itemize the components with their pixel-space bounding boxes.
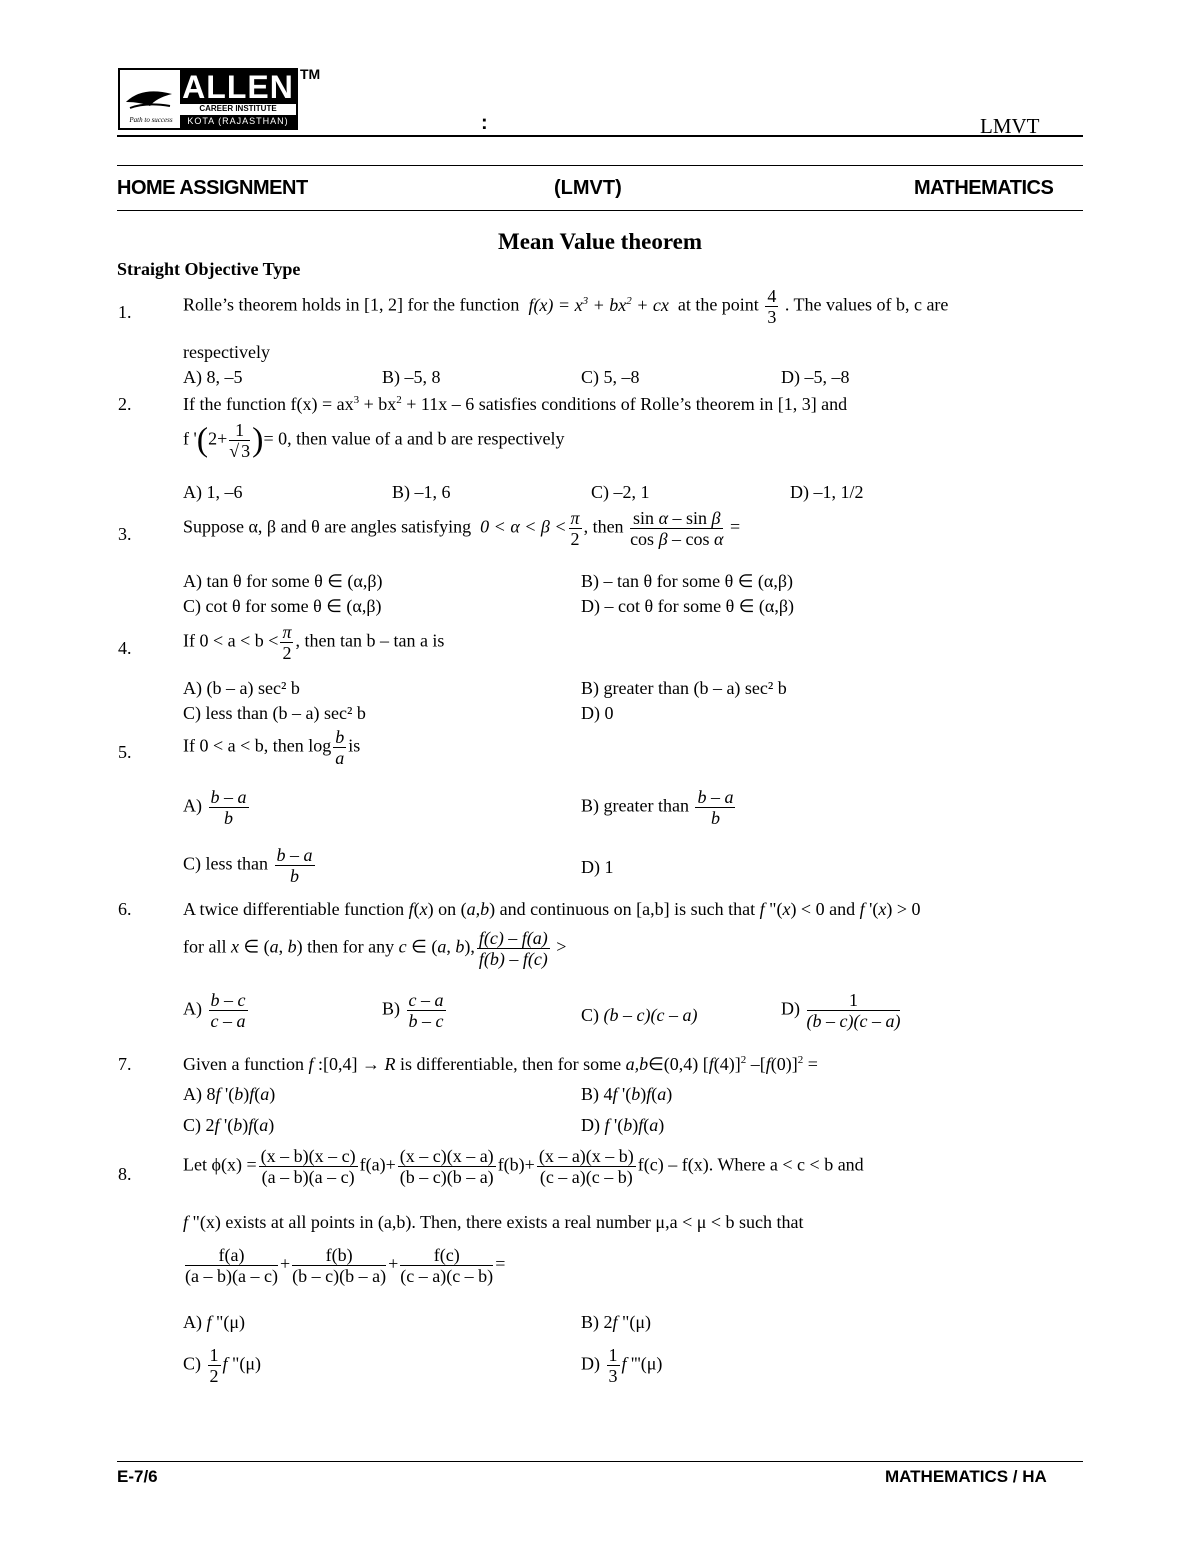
q7-label-d: D) [581, 1115, 600, 1135]
header-colon: : [481, 112, 488, 134]
q1-point-den: 3 [767, 307, 777, 327]
q1-line2: respectively [183, 342, 270, 362]
q5-option-d: D) 1 [581, 857, 614, 877]
q7-option-b: B) 4f '(b)f(a) [581, 1084, 673, 1104]
q6-line2: for all x ∈ (a, b) then for any c ∈ (a, b), $\frac{f(c) - f(a)}{f(b) - f(c)}$ > [183, 928, 567, 969]
q6-option-d: D) $\frac{1}{(b - c)(c - a)}$ [781, 990, 901, 1031]
q1-text-2: at the point [677, 294, 759, 315]
q6-text-e: for all [183, 936, 227, 957]
q1-option-d: D) –5, –8 [781, 367, 850, 387]
question-number: 1. [118, 302, 132, 322]
question-number: 7. [118, 1054, 132, 1074]
q7-option-a: A) 8f '(b)f(a) [183, 1084, 276, 1104]
q1-option-c: C) 5, –8 [581, 367, 640, 387]
q4-text-b: , then tan b – tan a is [295, 630, 445, 651]
logo-institute: CAREER INSTITUTE [199, 104, 277, 113]
question-6: A twice differentiable function f(x) on (a,b) and continuous on [a,b] is such that f "(x) < 0 and f '(x) > 0 [183, 899, 921, 919]
q6-text: A twice differentiable function [183, 899, 405, 919]
banner-right: MATHEMATICS [914, 177, 1054, 199]
q5-label-c: C) less than [183, 853, 268, 874]
header-rule [117, 135, 1083, 137]
question-number: 5. [118, 742, 132, 762]
footer-subject: MATHEMATICS / HA [885, 1467, 1047, 1486]
q6-label-c: C) [581, 1005, 599, 1025]
q1-point-fraction [765, 286, 778, 327]
q2-text-b: + bx [359, 394, 397, 414]
q8-text-d: exists at all points in [225, 1212, 374, 1232]
q4-option-d: D) 0 [581, 703, 614, 723]
question-7: Given a function f :[0,4] → R is differentiable, then for some a,b∈(0,4) $[f(4)]^2$ $-[f(0)]^2$ = [183, 1054, 818, 1074]
banner-bottom-rule [117, 210, 1083, 211]
q4-option-a: A) (b – a) sec² b [183, 678, 300, 698]
q8-label-c: C) [183, 1353, 201, 1374]
q3-text-b: , then [583, 516, 624, 537]
logo-tagline: Path to success [129, 116, 173, 124]
q2-line2: f '(2+ $\frac{1}{√ 3}$ )= 0, then value of a and b are respectively [183, 420, 565, 461]
q6-text-c: and continuous on [a,b] is such that [499, 899, 756, 919]
q3-option-b: B) – tan θ for some θ ∈ (α,β) [581, 571, 793, 591]
banner-left: HOME ASSIGNMENT [117, 177, 308, 199]
q7-text-b: is differentiable, then for some [399, 1054, 622, 1074]
question-number: 4. [118, 638, 132, 658]
question-number: 2. [118, 394, 132, 414]
logo-city: KOTA (RAJASTHAN) [180, 115, 296, 128]
q3-expression: $\frac{\text{sin α – sin β}}{\text{cos β – cos α}}$ [630, 508, 724, 549]
footer-page: E-7/6 [117, 1467, 158, 1486]
q3-option-c: C) cot θ for some θ ∈ (α,β) [183, 596, 382, 616]
q3-option-d: D) – cot θ for some θ ∈ (α,β) [581, 596, 794, 616]
q7-text: Given a function [183, 1054, 304, 1074]
q5-option-b: B) greater than $\frac{b - a}{b}$ [581, 787, 734, 828]
question-8: Let ϕ(x) = $\frac{(x - b)(x - c)}{(a - b)(a - c)}$ f(a)+ $\frac{(x - c)(x - a)}{(b - c)(b - a)}$ f(b)+ $\frac{(x - a)(x - b)}{(c - a)(c - b)}$ f(c) – f(x). Where a < c < b and [183, 1146, 864, 1187]
section-heading: Straight Objective Type [117, 259, 301, 279]
q5-label-b: B) greater than [581, 795, 689, 816]
q5-text-b: is [348, 735, 361, 756]
trademark-mark: TM [300, 66, 321, 82]
q8-option-a: A) f "(μ) [183, 1312, 246, 1332]
q8-option-b: B) 2f "(μ) [581, 1312, 652, 1332]
q6-text-b: on [438, 899, 457, 919]
q5-label-a: A) [183, 795, 202, 816]
q8-label-a: A) [183, 1312, 202, 1332]
q2-option-d: D) –1, 1/2 [790, 482, 864, 502]
q8-text-c: and [837, 1154, 864, 1175]
q7-label-c: C) [183, 1115, 201, 1135]
q8-line2: f "(x) exists at all points in (a,b). Then, there exists a real number μ,a < μ < b such that [183, 1212, 804, 1232]
footer-rule [117, 1461, 1083, 1462]
q4-option-c: C) less than (b – a) sec² b [183, 703, 366, 723]
q2-text: If the function f(x) = ax [183, 394, 354, 414]
allen-logo [118, 68, 298, 130]
q4-option-b: B) greater than (b – a) sec² b [581, 678, 787, 698]
q6-text-d: and [829, 899, 856, 919]
q5-text: If 0 < a < b, then log [183, 735, 332, 756]
q6-label-a: A) [183, 998, 202, 1019]
q2-option-a: A) 1, –6 [183, 482, 243, 502]
q8-label-b: B) [581, 1312, 599, 1332]
topic-code: LMVT [980, 114, 1040, 138]
q1-function: $f(x) = x^3 + bx^2$ + cx [523, 294, 674, 315]
q5-option-c: C) less than $\frac{b - a}{b}$ [183, 845, 313, 886]
q2-option-b: B) –1, 6 [392, 482, 451, 502]
q1-point-num: 4 [767, 286, 777, 306]
q1-text-3: . The values of b, c are [784, 294, 949, 315]
q1-option-b: B) –5, 8 [382, 367, 441, 387]
q8-option-c: C) $\frac{1}{2}$ f "(μ) [183, 1345, 262, 1386]
question-2: If the function $f(x) = ax^3 + bx^2 + 11x - 6$ satisfies conditions of Rolle’s theorem in [1, 3] and [183, 394, 848, 414]
q6-option-c: C) (b – c)(c – a) [581, 1005, 698, 1025]
q7-option-c: C) 2f '(b)f(a) [183, 1115, 275, 1135]
banner-center: (LMVT) [554, 177, 622, 199]
q7-label-b: B) [581, 1084, 599, 1104]
q2-text-c: + 11x – 6 satisfies conditions of Rolle’s theorem in [1, 3] and [401, 394, 848, 414]
q8-option-d: D) $\frac{1}{3}$ f '''(μ) [581, 1345, 663, 1386]
question-number: 3. [118, 524, 132, 544]
q6-label-b: B) [382, 998, 400, 1019]
banner-top-rule [117, 165, 1083, 166]
q8-text: Let [183, 1154, 207, 1175]
q8-line3: $\frac{f(a)}{(a - b)(a - c)}$ + $\frac{f(b)}{(b - c)(b - a)}$ + $\frac{f(c)}{(c - a)(c - b)}$ = [185, 1245, 506, 1286]
q2-text-2: = 0, then value of a and b are respectively [263, 428, 565, 449]
q6-text-f: then for any [307, 936, 395, 957]
logo-wordmark: ALLEN [180, 70, 296, 104]
q4-text: If 0 < a < b < [183, 630, 279, 651]
question-number: 8. [118, 1164, 132, 1184]
q3-text: Suppose α, β and θ are angles satisfying [183, 516, 472, 537]
q8-text-b: . Where [708, 1154, 766, 1175]
q1-option-a: A) 8, –5 [183, 367, 243, 387]
q3-option-a: A) tan θ for some θ ∈ (α,β) [183, 571, 383, 591]
q8-text-e: . Then, there exists a real number μ,a < μ < b such that [411, 1212, 804, 1232]
q6-label-d: D) [781, 998, 800, 1019]
q5-option-a: A) $\frac{b - a}{b}$ [183, 787, 247, 828]
q6-option-b: B) $\frac{c - a}{b - c}$ [382, 990, 444, 1031]
q7-option-d: D) f '(b)f(a) [581, 1115, 665, 1135]
q6-option-a: A) $\frac{b - c}{c - a}$ [183, 990, 246, 1031]
q2-option-c: C) –2, 1 [591, 482, 650, 502]
page-title: Mean Value theorem [497, 229, 702, 254]
q1-text: Rolle’s theorem holds in [1, 2] for the function [183, 294, 520, 315]
question-number: 6. [118, 899, 132, 919]
question-4: If 0 < a < b < $\frac{\pi}{2}$ , then tan b – tan a is [183, 622, 445, 663]
q7-label-a: A) [183, 1084, 202, 1104]
question-5: If 0 < a < b, then log $\frac{b}{a}$ is [183, 727, 361, 768]
question-1 [183, 286, 948, 327]
q8-label-d: D) [581, 1353, 600, 1374]
question-3: Suppose α, β and θ are angles satisfying 0 < α < β < $\frac{\pi}{2}$ , then $\frac{\text{sin α – sin β}}{\text{cos β – cos α}}$ = [183, 508, 741, 549]
